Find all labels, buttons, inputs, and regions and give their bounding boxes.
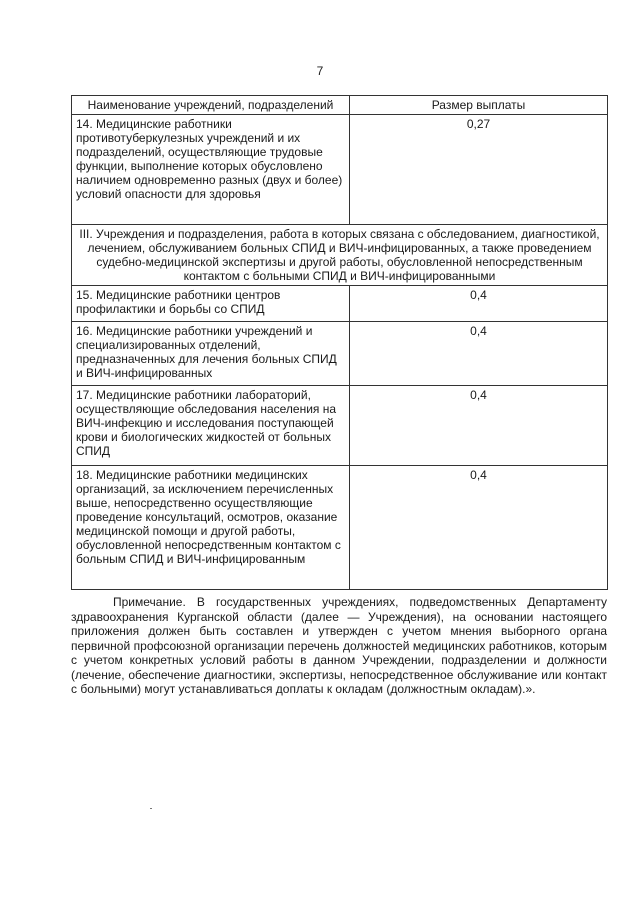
row-name: 14. Медицинские работники противотуберкулезных учреждений и их подразделений, осуществляющие трудовые функции, выполнение которых обусловлено наличием одновременно разных (двух и более) условий опасности для здоровья xyxy=(72,115,350,225)
row-name: 16. Медицинские работники учреждений и специализированных отделений, предназначенных для лечения больных СПИД и ВИЧ-инфицированных xyxy=(72,322,350,386)
row-value: 0,4 xyxy=(350,386,608,466)
table-row xyxy=(72,322,608,386)
table-row xyxy=(72,115,608,225)
note-paragraph: Примечание. В государственных учреждениях, подведомственных Департаменту здравоохранения Курганской области (далее — Учреждения), на основании настоящего приложения должен быть составлен и утвержден с учетом мнения выборного органа первичной профсоюзной организации перечень должностей медицинских работников, которым с учетом конкретных условий работы в данном Учреждении, подразделении и должности (лечение, обеспечение диагностики, экспертизы, непосредственное обслуживание или контакт с больными) могут устанавливаться доплаты к окладам (должностным окладам).». xyxy=(71,595,607,696)
row-name: 15. Медицинские работники центров профилактики и борьбы со СПИД xyxy=(72,286,350,322)
column-header-payment: Размер выплаты xyxy=(350,96,608,115)
table-row xyxy=(72,286,608,322)
payment-table xyxy=(71,95,608,590)
page-number: 7 xyxy=(316,64,324,78)
row-value: 0,27 xyxy=(350,115,608,225)
column-header-institution: Наименование учреждений, подразделений xyxy=(72,96,350,115)
table-row xyxy=(72,386,608,466)
table-row xyxy=(72,466,608,590)
row-value: 0,4 xyxy=(350,286,608,322)
row-name: 17. Медицинские работники лабораторий, осуществляющие обследования населения на ВИЧ-инфекцию и исследования поступающей крови и биологических жидкостей от больных СПИД xyxy=(72,386,350,466)
section-header: III. Учреждения и подразделения, работа в которых связана с обследованием, диагностикой, лечением, обслуживанием больных СПИД и ВИЧ-инфицированных, а также проведением судебно-медицинской экспертизы и другой работы, обусловленной непосредственным контактом с больными СПИД и ВИЧ-инфицированными xyxy=(72,225,608,286)
row-value: 0,4 xyxy=(350,466,608,590)
row-name: 18. Медицинские работники медицинских организаций, за исключением перечисленных выше, непосредственно осуществляющие проведение консультаций, осмотров, оказание медицинской помощи и другой работы, обусловленной непосредственным контактом с больным СПИД и ВИЧ-инфицированным xyxy=(72,466,350,590)
row-value: 0,4 xyxy=(350,322,608,386)
section-header-row xyxy=(72,225,608,286)
table-header-row xyxy=(72,96,608,115)
scan-dot xyxy=(150,808,152,809)
